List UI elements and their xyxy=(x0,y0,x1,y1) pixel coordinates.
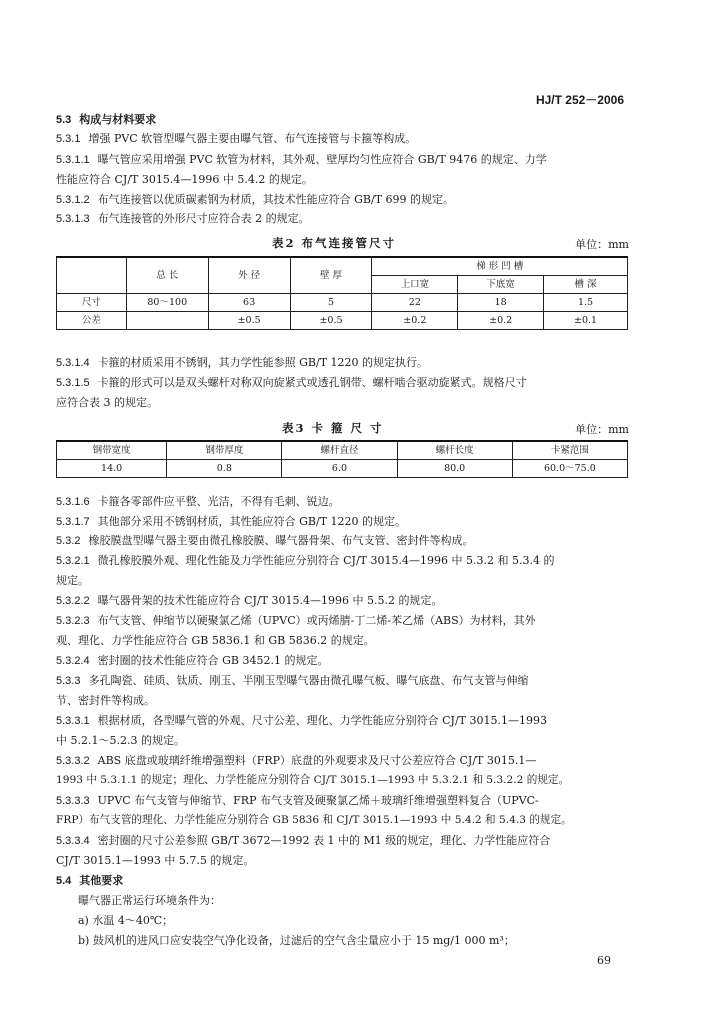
table-header: 卡紧范围 xyxy=(512,441,627,460)
para-5-3-2 xyxy=(56,535,631,547)
para-5-3-3-3-cont: FRP）布气支管的理化、力学性能应分别符合 GB 5836 和 CJ/T 3015.1—1993 中 5.4.2 和 5.4.3 的规定。 xyxy=(56,814,572,826)
para-5-3-2-1 xyxy=(56,555,631,567)
para-5-3-3-2-cont: 1993 中 5.3.1.1 的规定；理化、力学性能应分别符合 CJ/T 3015.1—1993 中 5.3.2.1 和 5.3.2.2 的规定。 xyxy=(56,774,570,786)
para-text: 多孔陶瓷、硅质、钛质、刚玉、半刚玉型曝气器由微孔曝气板、曝气底盘、布气支管与伸缩 xyxy=(88,674,529,687)
para-text: 布气支管、伸缩节以硬聚氯乙烯（UPVC）或丙烯腈-丁二烯-苯乙烯（ABS）为材料，其外 xyxy=(97,614,536,627)
table-cell: 14.0 xyxy=(57,460,167,478)
para-5-3-1-5-cont: 应符合表 3 的规定。 xyxy=(56,396,158,409)
para-5-3-3-1-cont: 中 5.2.1～5.2.3 的规定。 xyxy=(56,734,185,747)
table-cell: ±0.1 xyxy=(544,312,628,330)
section-title: 其他要求 xyxy=(79,874,124,887)
para-text: 布气连接管以优质碳素钢为材质，其技术性能应符合 GB/T 699 的规定。 xyxy=(97,193,455,206)
table-header-row xyxy=(57,257,628,276)
table-cell xyxy=(126,312,208,330)
table-cell: 60.0～75.0 xyxy=(512,460,627,478)
table-header: 下底宽 xyxy=(458,276,544,294)
table-cell: 5 xyxy=(290,294,372,312)
table-row xyxy=(57,312,628,330)
table-cell: ±0.2 xyxy=(458,312,544,330)
para-5-3-2-3 xyxy=(56,615,631,627)
para-text: 微孔橡胶膜外观、理化性能及力学性能应分别符合 CJ/T 3015.4—1996 中 5.3.2 和 5.3.4 的 xyxy=(97,554,555,567)
para-5-3-2-2 xyxy=(56,595,631,607)
para-number: 5.3.1.7 xyxy=(56,516,90,528)
table-header: 总 长 xyxy=(126,257,208,294)
para-text: 其他部分采用不锈钢材质，其性能应符合 GB/T 1220 的规定。 xyxy=(97,515,407,528)
para-text: 密封圈的尺寸公差参照 GB/T 3672—1992 表 1 中的 M1 级的规定，理化、力学性能应符合 xyxy=(97,834,551,847)
para-number: 5.3.1.2 xyxy=(56,194,90,206)
table-cell: 0.8 xyxy=(167,460,282,478)
para-number: 5.3.1 xyxy=(56,133,81,145)
table-cell: ±0.5 xyxy=(290,312,372,330)
para-5-3-1-1-cont: 性能应符合 CJ/T 3015.4—1996 中 5.4.2 的规定。 xyxy=(56,173,313,186)
para-number: 5.3.2.4 xyxy=(56,655,90,667)
table-header: 钢带宽度 xyxy=(57,441,167,460)
table3-unit: 单位：mm xyxy=(575,423,629,436)
section-5-4 xyxy=(56,875,631,887)
para-5-3-1 xyxy=(56,133,631,145)
section-5-3 xyxy=(56,114,631,126)
para-number: 5.3.3.2 xyxy=(56,755,90,767)
section-title: 构成与材料要求 xyxy=(79,113,157,126)
para-5-3-1-7 xyxy=(56,516,631,528)
para-5-3-3 xyxy=(56,675,631,687)
para-text: UPVC 布气支管与伸缩节、FRP 布气支管及硬聚氯乙烯＋玻璃纤维增强塑料复合（UPVC- xyxy=(97,794,539,807)
table-header: 钢带厚度 xyxy=(167,441,282,460)
table-header: 梯 形 凹 槽 xyxy=(372,257,628,276)
table-row xyxy=(57,294,628,312)
table-cell: ±0.5 xyxy=(208,312,290,330)
para-text: 曝气管应采用增强 PVC 软管为材料，其外观、壁厚均匀性应符合 GB/T 9476 的规定、力学 xyxy=(97,153,547,166)
table-cell: 18 xyxy=(458,294,544,312)
table2-caption: 表2 布气连接管尺寸 xyxy=(272,236,397,250)
para-text: 卡箍的材质采用不锈钢，其力学性能参照 GB/T 1220 的规定执行。 xyxy=(97,356,429,369)
para-5-3-1-3 xyxy=(56,213,631,225)
section-number: 5.4 xyxy=(56,875,72,887)
para-number: 5.3.3.3 xyxy=(56,795,90,807)
table-cell: 22 xyxy=(372,294,458,312)
para-5-3-1-5 xyxy=(56,377,631,389)
row-label: 公差 xyxy=(57,312,127,330)
table-cell: 63 xyxy=(208,294,290,312)
para-5-3-1-4 xyxy=(56,357,631,369)
para-5-3-1-1 xyxy=(56,154,631,166)
para-number: 5.3.3.1 xyxy=(56,715,90,727)
table-cell: 1.5 xyxy=(544,294,628,312)
para-5-3-2-4 xyxy=(56,655,631,667)
para-text: ABS 底盘或玻璃纤维增强塑料（FRP）底盘的外观要求及尺寸公差应符合 CJ/T 3015.1— xyxy=(97,754,537,767)
para-5-3-1-6 xyxy=(56,496,631,508)
para-text: 卡箍各零部件应平整、光洁，不得有毛刺、锐边。 xyxy=(97,495,340,508)
para-text: 密封圈的技术性能应符合 GB 3452.1 的规定。 xyxy=(97,654,329,667)
para-number: 5.3.1.6 xyxy=(56,496,90,508)
para-5-3-3-4 xyxy=(56,835,631,847)
page-number: 69 xyxy=(597,954,611,967)
para-number: 5.3.1.3 xyxy=(56,213,90,225)
para-5-3-3-1 xyxy=(56,715,631,727)
table-header-row xyxy=(57,441,628,460)
para-5-3-2-1-cont: 规定。 xyxy=(56,574,89,587)
para-5-4-intro: 曝气器正常运行环境条件为： xyxy=(78,894,221,907)
table-header: 槽 深 xyxy=(544,276,628,294)
para-5-3-3-3 xyxy=(56,795,631,807)
table-header: 壁 厚 xyxy=(290,257,372,294)
table2-unit: 单位：mm xyxy=(575,238,629,251)
table-row xyxy=(57,460,628,478)
table-header-blank xyxy=(57,257,127,294)
para-text: 增强 PVC 软管型曝气器主要由曝气管、布气连接管与卡箍等构成。 xyxy=(88,132,417,145)
table-header: 上口宽 xyxy=(372,276,458,294)
standard-number: HJ/T 252－2006 xyxy=(535,93,624,107)
para-number: 5.3.2.3 xyxy=(56,615,90,627)
table-header: 螺杆长度 xyxy=(397,441,512,460)
list-item-b: b) 鼓风机的进风口应安装空气净化设备，过滤后的空气含尘量应小于 15 mg/1 000 m³； xyxy=(78,934,515,947)
para-5-3-3-2 xyxy=(56,755,631,767)
para-5-3-3-cont: 节、密封件等构成。 xyxy=(56,694,155,707)
para-number: 5.3.1.5 xyxy=(56,377,90,389)
para-5-3-1-2 xyxy=(56,194,631,206)
para-number: 5.3.3 xyxy=(56,675,81,687)
para-text: 橡胶膜盘型曝气器主要由微孔橡胶膜、曝气器骨架、布气支管、密封件等构成。 xyxy=(88,534,474,547)
table-cell: 80.0 xyxy=(397,460,512,478)
table3-caption: 表3 卡 箍 尺 寸 xyxy=(282,421,384,435)
para-number: 5.3.2.2 xyxy=(56,595,90,607)
para-number: 5.3.2 xyxy=(56,535,81,547)
para-number: 5.3.3.4 xyxy=(56,835,90,847)
para-5-3-3-4-cont: CJ/T 3015.1—1993 中 5.7.5 的规定。 xyxy=(56,854,255,867)
para-5-3-2-3-cont: 观、理化、力学性能应符合 GB 5836.1 和 GB 5836.2 的规定。 xyxy=(56,634,375,647)
section-number: 5.3 xyxy=(56,114,72,126)
para-number: 5.3.1.1 xyxy=(56,154,90,166)
para-text: 卡箍的形式可以是双头螺杆对称双向旋紧式或透孔钢带、螺杆啮合驱动旋紧式。规格尺寸 xyxy=(97,376,527,389)
table-header: 螺杆直径 xyxy=(282,441,397,460)
para-text: 根据材质，各型曝气管的外观、尺寸公差、理化、力学性能应分别符合 CJ/T 3015.1—1993 xyxy=(97,714,547,727)
table-cell: 6.0 xyxy=(282,460,397,478)
table-3 xyxy=(56,440,628,478)
table-header: 外 径 xyxy=(208,257,290,294)
row-label: 尺寸 xyxy=(57,294,127,312)
para-number: 5.3.2.1 xyxy=(56,555,90,567)
para-text: 布气连接管的外形尺寸应符合表 2 的规定。 xyxy=(97,212,310,225)
table-cell: 80～100 xyxy=(126,294,208,312)
table-cell: ±0.2 xyxy=(372,312,458,330)
list-item-a: a) 水温 4～40℃； xyxy=(78,914,174,927)
para-text: 曝气器骨架的技术性能应符合 CJ/T 3015.4—1996 中 5.5.2 的规定。 xyxy=(97,594,443,607)
table-2 xyxy=(56,256,628,330)
para-number: 5.3.1.4 xyxy=(56,357,90,369)
